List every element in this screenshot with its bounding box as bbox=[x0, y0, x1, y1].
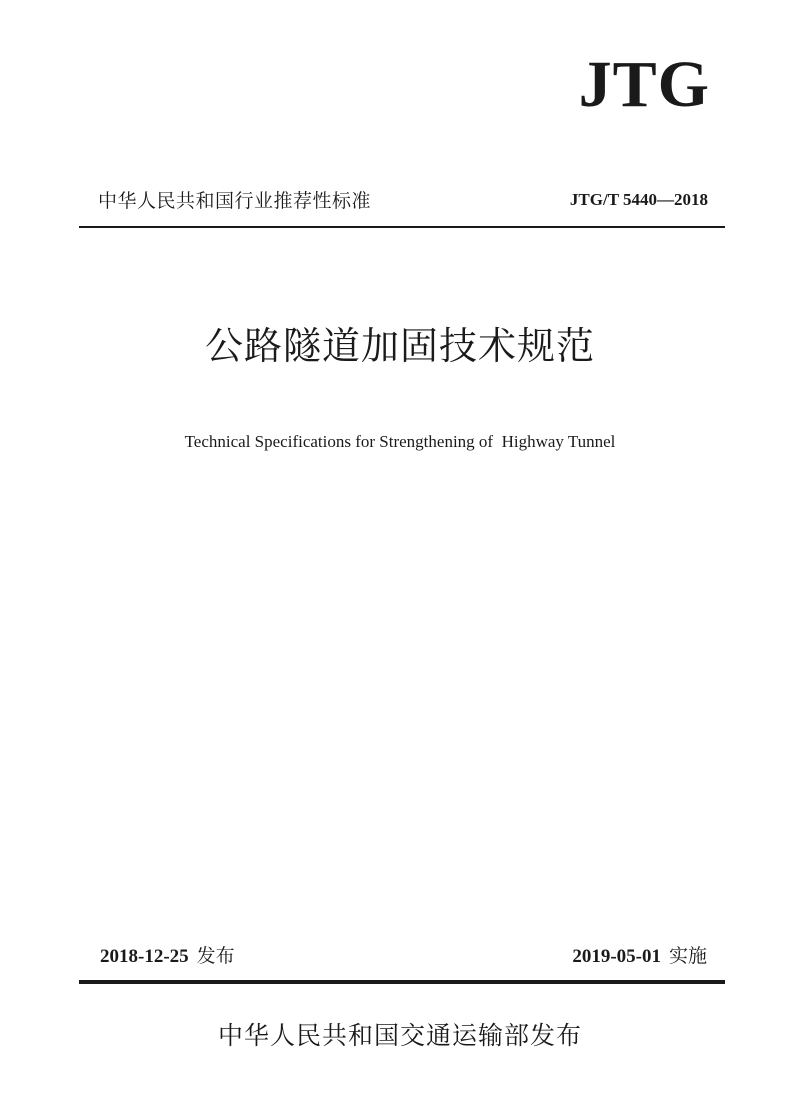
publisher: 中华人民共和国交通运输部发布 bbox=[217, 1021, 582, 1050]
effective-date: 2019-05-01 bbox=[572, 946, 661, 967]
effective-label: 实施 bbox=[668, 945, 707, 967]
document-title-chinese: 公路隧道加固技术规范 bbox=[204, 324, 595, 368]
issue-label: 发布 bbox=[196, 945, 235, 967]
jtg-logo: JTG bbox=[578, 48, 710, 121]
effective-date-block bbox=[572, 941, 707, 968]
header-divider bbox=[79, 226, 725, 228]
footer-divider bbox=[79, 980, 725, 984]
issue-date-block bbox=[100, 941, 235, 968]
document-title-english: Technical Specifications for Strengthening of Highway Tunnel bbox=[184, 432, 616, 451]
standard-category: 中华人民共和国行业推荐性标准 bbox=[98, 190, 372, 212]
standard-code: JTG/T 5440—2018 bbox=[569, 190, 708, 209]
issue-date: 2018-12-25 bbox=[100, 946, 189, 967]
